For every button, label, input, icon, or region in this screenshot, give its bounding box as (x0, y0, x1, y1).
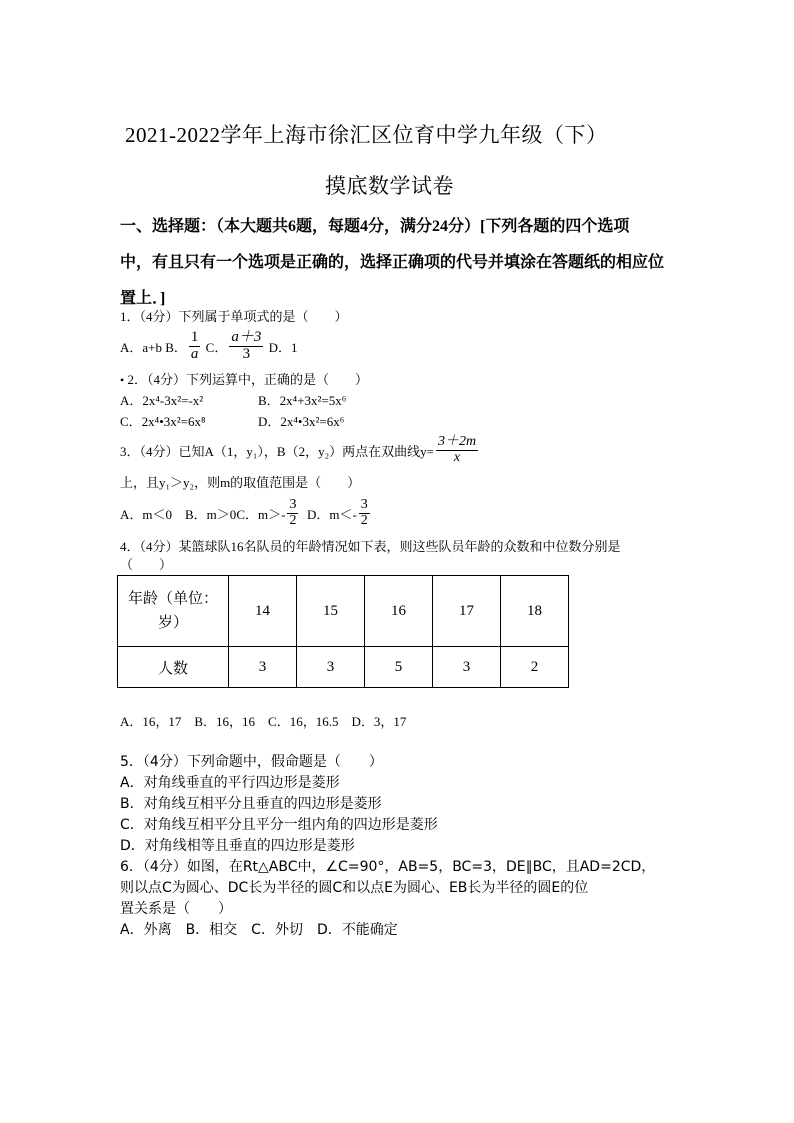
q3-option-a: A．m＜0 (120, 506, 173, 522)
age-cell: 14 (229, 576, 297, 647)
q3-option-b: B．m＞0 (185, 506, 237, 522)
q3-option-c-fraction (287, 498, 298, 528)
q3-option-d-label: D．m＜- (306, 506, 357, 522)
q3-option-c-label: C．m＞- (236, 506, 286, 522)
q5-stem: 5．（4分）下列命题中，假命题是（ ） (120, 754, 383, 770)
q5-option-b: B．对角线互相平分且垂直的四边形是菱形 (120, 796, 382, 812)
q1-option-c-label: C． (205, 339, 228, 355)
section-instruction-line2: 中，有且只有一个选项是正确的，选择正确项的代号并填涂在答题纸的相应位 (120, 254, 665, 271)
q3-options (120, 493, 372, 533)
q6-line1: 6．（4分）如图，在Rt△ABC中，∠C=90°，AB=5，BC=3，DE∥BC，且AD=2CD， (120, 859, 656, 875)
age-table (117, 575, 569, 688)
q3-stem-row (120, 430, 480, 470)
q1-option-c-fraction (229, 330, 263, 363)
q1-c-denominator: 3 (242, 345, 251, 362)
bullet-icon: • (120, 373, 125, 387)
section-instruction-line3: 置上．] (120, 290, 166, 307)
q2-option-a: A．2x⁴-3x²=-x² (120, 393, 204, 408)
age-header-label-line1: 年龄（单位： (127, 591, 218, 607)
table-row (118, 576, 569, 647)
q1-option-b-fraction (189, 330, 201, 363)
section-instruction-line1: 一、选择题：（本大题共6题，每题4分，满分24分）[下列各题的四个选项 (120, 218, 630, 235)
q3-denominator: x (453, 449, 461, 465)
q1-b-denominator: a (190, 345, 199, 362)
q2-option-b: B．2x⁴+3x²=5x⁶ (258, 393, 347, 408)
count-cell: 3 (229, 647, 297, 688)
q1-stem: 1．（4分）下列属于单项式的是（ ） (120, 309, 348, 324)
q5-option-a: A．对角线垂直的平行四边形是菱形 (120, 775, 340, 791)
age-cell: 17 (433, 576, 501, 647)
q1-option-a: A．a+b (120, 339, 162, 355)
age-cell: 15 (297, 576, 365, 647)
q6-line2: 则以点C为圆心、DC长为半径的圆C和以点E为圆心、EB长为半径的圆E的位 (120, 880, 589, 896)
page-subtitle: 摸底数学试卷 (325, 174, 454, 198)
age-cell: 18 (501, 576, 569, 647)
q3-option-d-fraction (359, 498, 370, 528)
count-label-cell: 人数 (118, 647, 229, 688)
page-title: 2021-2022学年上海市徐汇区位育中学九年级（下） (125, 123, 608, 147)
q2-option-d: D．2x⁴•3x²=6x⁶ (258, 414, 345, 429)
q3-stem: 3．（4分）已知A（1，y₁），B（2，y₂）两点在双曲线y= (120, 443, 434, 459)
q3-line2: 上，且y₁＞y₂，则m的取值范围是（ ） (120, 475, 361, 490)
q5-option-c: C．对角线互相平分且平分一组内角的四边形是菱形 (120, 817, 438, 833)
q2-stem: 2．（4分）下列运算中，正确的是（ ） (127, 372, 368, 387)
q3-c-denominator: 2 (289, 512, 297, 528)
q6-line3: 置关系是（ ） (120, 901, 232, 917)
q1-options (120, 326, 298, 366)
q1-c-numerator: a＋3 (231, 328, 262, 345)
age-cell: 16 (365, 576, 433, 647)
q1-option-d: D．1 (268, 339, 298, 355)
table-header-cell (118, 576, 229, 647)
count-cell: 3 (433, 647, 501, 688)
count-cell: 5 (365, 647, 433, 688)
age-header-label-line2: 岁） (157, 615, 188, 631)
q2-stem-row (120, 369, 368, 388)
q6-options: A．外离 B．相交 C．外切 D．不能确定 (120, 922, 398, 938)
q1-b-numerator: 1 (190, 328, 199, 345)
q4-paren: （ ） (120, 557, 173, 572)
q4-options: A．16，17 B．16，16 C．16，16.5 D．3，17 (120, 714, 407, 729)
q2-option-c: C．2x⁴•3x²=6x⁸ (120, 414, 206, 429)
q3-d-numerator: 3 (360, 496, 368, 512)
count-cell: 3 (297, 647, 365, 688)
q3-c-numerator: 3 (289, 496, 297, 512)
q5-option-d: D．对角线相等且垂直的四边形是菱形 (120, 838, 355, 854)
table-row (118, 647, 569, 688)
q3-fraction (436, 435, 478, 465)
q3-numerator: 3＋2m (437, 433, 477, 449)
count-cell: 2 (501, 647, 569, 688)
q4-stem: 4．（4分）某篮球队16名队员的年龄情况如下表，则这些队员年龄的众数和中位数分别是 (120, 539, 621, 554)
q1-option-b-label: B． (165, 339, 187, 355)
q3-d-denominator: 2 (360, 512, 368, 528)
